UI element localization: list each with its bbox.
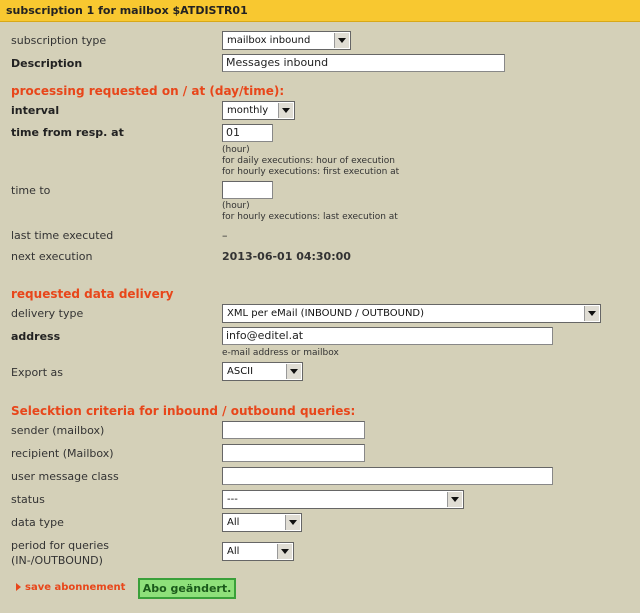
export-select[interactable] [222,362,303,381]
period-label: period for queries [11,539,109,552]
save-button-label: save abonnement [25,582,126,593]
export-label: Export as [11,366,63,379]
interval-label: interval [11,104,60,117]
time-from-hint-hourly: for hourly executions: first execution at [222,167,400,177]
message-class-input[interactable] [222,467,553,485]
delivery-type-label: delivery type [11,307,84,320]
data-type-label: data type [11,516,64,529]
time-to-hint-hourly: for hourly executions: last execution at [222,212,398,222]
time-to-hint-unit: (hour) [222,201,250,211]
window-title: subscription 1 for mailbox $ATDISTR01 [0,0,640,22]
message-class-label: user message class [11,470,119,483]
recipient-input[interactable] [222,444,365,462]
period-sublabel: (IN-/OUTBOUND) [11,554,103,567]
export-value: ASCII [227,366,254,377]
address-label: address [11,330,61,343]
chevron-down-icon[interactable] [285,515,300,530]
time-from-input[interactable]: 01 [222,124,273,142]
save-button[interactable] [16,582,125,593]
criteria-heading: Selecktion criteria for inbound / outbound queries: [11,404,356,418]
chevron-down-icon[interactable] [447,492,462,507]
chevron-down-icon[interactable] [277,544,292,559]
data-type-select[interactable] [222,513,302,532]
interval-select[interactable] [222,101,295,120]
arrow-right-icon [16,583,21,591]
delivery-type-value: XML per eMail (INBOUND / OUTBOUND) [227,308,425,319]
sender-label: sender (mailbox) [11,424,105,437]
chevron-down-icon[interactable] [286,364,301,379]
time-from-hint-daily: for daily executions: hour of execution [222,156,395,166]
description-label: Description [11,57,83,70]
next-execution-label: next execution [11,250,93,263]
processing-heading: processing requested on / at (day/time): [11,84,285,98]
time-from-hint-unit: (hour) [222,145,250,155]
chevron-down-icon[interactable] [584,306,599,321]
recipient-label: recipient (Mailbox) [11,447,114,460]
time-from-label: time from resp. at [11,126,124,139]
delivery-type-select[interactable] [222,304,601,323]
status-select[interactable] [222,490,464,509]
period-value: All [227,546,240,557]
sender-input[interactable] [222,421,365,439]
subscription-type-select[interactable] [222,31,351,50]
chevron-down-icon[interactable] [278,103,293,118]
address-hint: e-mail address or mailbox [222,348,339,358]
interval-value: monthly [227,105,269,116]
subscription-type-value: mailbox inbound [227,35,311,46]
last-executed-label: last time executed [11,229,114,242]
chevron-down-icon[interactable] [334,33,349,48]
period-select[interactable] [222,542,294,561]
subscription-type-label: subscription type [11,34,107,47]
next-execution-value: 2013-06-01 04:30:00 [222,250,351,263]
time-to-input[interactable] [222,181,273,199]
status-label: status [11,493,45,506]
data-type-value: All [227,517,240,528]
status-message: Abo geändert. [138,578,236,599]
delivery-heading: requested data delivery [11,287,174,301]
time-to-label: time to [11,184,51,197]
status-value: --- [227,494,238,505]
address-input[interactable]: info@editel.at [222,327,553,345]
description-input[interactable]: Messages inbound [222,54,505,72]
last-executed-value: – [222,229,228,242]
